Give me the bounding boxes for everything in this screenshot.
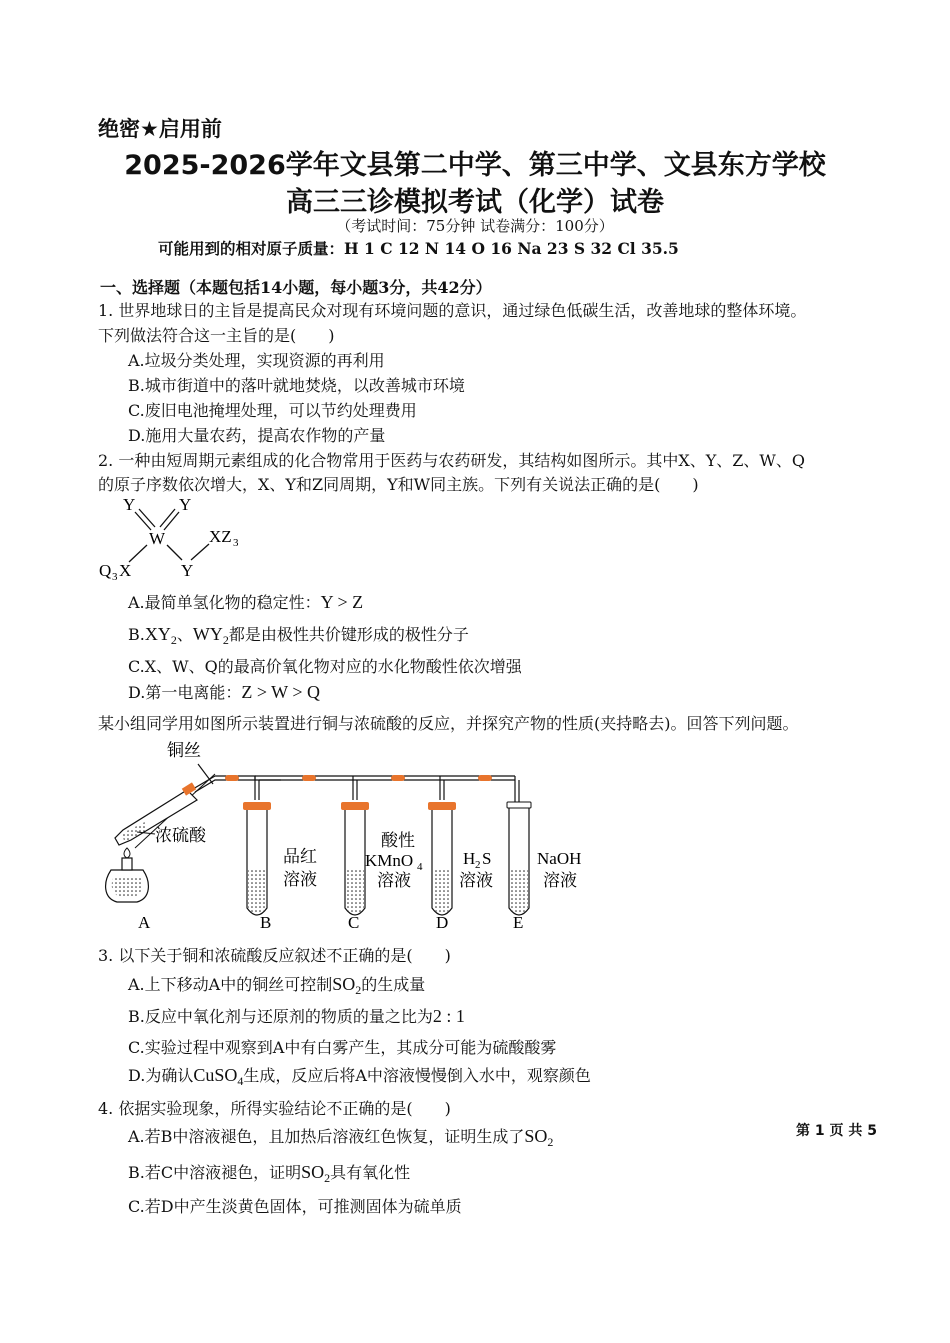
label-c-line1: 酸性 — [381, 831, 415, 850]
label-d-line1-h: H — [463, 849, 476, 868]
apparatus-label-b: B — [260, 913, 272, 932]
q3-option-a-post: 的生成量 — [361, 975, 426, 994]
section-title: 一、选择题（本题包括14小题，每小题3分，共42分） — [100, 278, 492, 297]
group-q3x-sub: 3 — [112, 571, 118, 583]
q3-option-a — [128, 972, 425, 998]
q1-option-a: A.垃圾分类处理，实现资源的再利用 — [128, 351, 385, 370]
q2-option-b — [128, 622, 469, 648]
q2-option-d-formula: Z > W > Q — [241, 682, 320, 702]
q4-option-a-pre: A.若B中溶液褪色，且加热后溶液红色恢复，证明生成了 — [128, 1127, 525, 1146]
q4-option-b-sub: 2 — [324, 1171, 331, 1186]
q2-option-b-sep: 、 — [176, 625, 193, 644]
apparatus-label-c: C — [348, 913, 360, 932]
apparatus-label-a: A — [138, 913, 151, 932]
q4-option-a — [128, 1124, 553, 1150]
label-e-line2: 溶液 — [543, 871, 577, 890]
group-q3x-x: X — [119, 561, 132, 580]
tube-e — [507, 776, 531, 915]
q4-option-b-pre: B.若C中溶液褪色，证明 — [128, 1163, 302, 1182]
q3-option-d-formula: CuSO — [193, 1065, 238, 1085]
apparatus-diagram — [95, 730, 605, 935]
label-conc-acid: 浓硫酸 — [155, 826, 206, 845]
q1-option-d: D.施用大量农药，提高农作物的产量 — [128, 426, 386, 445]
tube-d — [428, 776, 456, 915]
q3-option-b — [128, 1004, 465, 1027]
q3-option-b-ratio: 2 : 1 — [432, 1006, 465, 1026]
q2-option-d — [128, 680, 320, 703]
q2-structure-diagram — [95, 490, 265, 585]
q2-option-a-formula: Y > Z — [320, 592, 364, 612]
q2-option-b-formula2: WY — [192, 624, 223, 644]
q3-option-d-post: 生成，反应后将A中溶液慢慢倒入水中，观察颜色 — [243, 1066, 591, 1085]
label-d-line2: 溶液 — [459, 871, 493, 890]
q4-option-a-sub: 2 — [547, 1135, 554, 1150]
atomic-masses: 可能用到的相对原子质量：H 1 C 12 N 14 O 16 Na 23 S 32 Cl 35.5 — [158, 239, 679, 258]
atom-w-center: W — [149, 529, 166, 548]
exam-title-line1: 2025-2026学年文县第二中学、第三中学、文县东方学校 — [124, 150, 826, 181]
label-b-line2: 溶液 — [283, 870, 317, 889]
q2-stem-line1: 2. 一种由短周期元素组成的化合物常用于医药与农药研发，其结构如图所示。其中X、Y、Z、W、Q — [98, 451, 805, 470]
secret-label: 绝密★启用前 — [98, 117, 222, 141]
atom-y-top-right: Y — [179, 495, 192, 514]
apparatus-label-e: E — [513, 913, 524, 932]
page-number: 第 1 页 共 5 — [796, 1123, 877, 1139]
q4-option-a-formula: SO — [524, 1126, 548, 1146]
q3-option-d-sub: 4 — [237, 1074, 244, 1089]
q4-option-b-formula: SO — [301, 1162, 325, 1182]
q2-option-c: C.X、W、Q的最高价氧化物对应的水化物酸性依次增强 — [128, 657, 522, 676]
q4-option-b — [128, 1160, 410, 1186]
tube-c — [341, 776, 369, 915]
group-xz3-sub: 3 — [233, 537, 239, 549]
q3-stem: 3. 以下关于铜和浓硫酸反应叙述不正确的是( ) — [98, 946, 451, 965]
q3-option-d-pre: D.为确认 — [128, 1066, 194, 1085]
q1-stem-line2: 下列做法符合这一主旨的是( ) — [98, 326, 335, 345]
label-c-line3: 溶液 — [377, 871, 411, 890]
q2-stem-line2: 的原子序数依次增大，X、Y和Z同周期，Y和W同主族。下列有关说法正确的是( ) — [98, 475, 699, 494]
q1-option-c: C.废旧电池掩埋处理，可以节约处理费用 — [128, 401, 417, 420]
label-d-line1-sub: 2 — [475, 859, 481, 871]
q3-option-a-formula: SO — [332, 974, 356, 994]
q1-option-b: B.城市街道中的落叶就地焚烧，以改善城市环境 — [128, 376, 465, 395]
label-c-line2-sub: 4 — [417, 861, 423, 873]
q2-option-b-text: 都是由极性共价键形成的极性分子 — [228, 625, 469, 644]
q2-option-b-formula1-sub: 2 — [170, 633, 177, 648]
atom-y-top-left: Y — [123, 495, 136, 514]
tube-b — [243, 776, 281, 915]
label-copper-wire: 铜丝 — [167, 741, 201, 760]
exam-title-line2: 高三三诊模拟考试（化学）试卷 — [286, 187, 664, 218]
experiment-intro: 某小组同学用如图所示装置进行铜与浓硫酸的反应，并探究产物的性质(夹持略去)。回答下列问题。 — [98, 714, 799, 733]
q1-stem-line1: 1. 世界地球日的主旨是提高民众对现有环境问题的意识，通过绿色低碳生活，改善地球的整体环境。 — [98, 301, 807, 320]
label-e-line1: NaOH — [537, 849, 582, 868]
exam-info: （考试时间：75分钟 试卷满分：100分） — [336, 217, 614, 235]
q2-option-a-text: A.最简单氢化物的稳定性： — [128, 593, 321, 612]
group-xz3: XZ — [209, 527, 232, 546]
q4-option-c: C.若D中产生淡黄色固体，可推测固体为硫单质 — [128, 1197, 462, 1216]
q2-option-a — [128, 590, 363, 613]
q3-option-b-pre: B.反应中氧化剂与还原剂的物质的量之比为 — [128, 1007, 433, 1026]
q4-option-b-post: 具有氧化性 — [330, 1163, 411, 1182]
apparatus-label-d: D — [436, 913, 449, 932]
q3-option-c: C.实验过程中观察到A中有白雾产生，其成分可能为硫酸酸雾 — [128, 1038, 557, 1057]
q2-option-b-prefix: B. — [128, 625, 145, 644]
label-b-line1: 品红 — [283, 847, 317, 866]
q2-option-b-formula2-sub: 2 — [222, 633, 229, 648]
group-q3x-q: Q — [99, 561, 112, 580]
q2-option-b-formula1: XY — [144, 624, 171, 644]
atom-y-bottom: Y — [181, 561, 194, 580]
q2-option-d-text: D.第一电离能： — [128, 683, 242, 702]
label-d-line1-s: S — [482, 849, 492, 868]
q3-option-d — [128, 1063, 591, 1089]
q3-option-a-sub: 2 — [355, 983, 362, 998]
q3-option-a-pre: A.上下移动A中的铜丝可控制 — [128, 975, 333, 994]
q4-stem: 4. 依据实验现象，所得实验结论不正确的是( ) — [98, 1099, 451, 1118]
label-c-line2: KMnO — [365, 851, 414, 870]
